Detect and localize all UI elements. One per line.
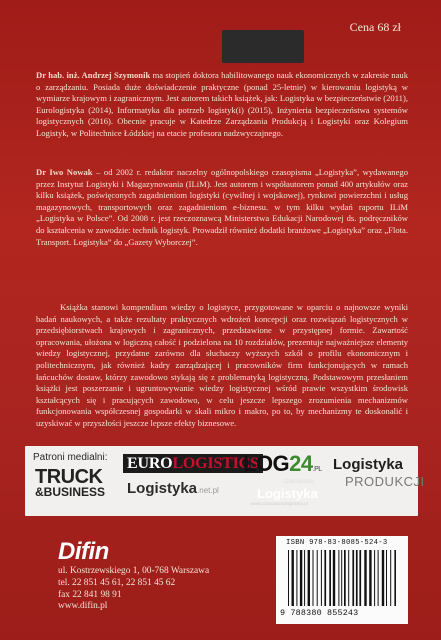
log24-logo bbox=[243, 451, 322, 477]
author-bio-text: – od 2002 r. redaktor naczelny ogólnopolskiego czasopisma „Logistyka”, wydawanego przez Instytut Logistyki i Magazynowania (ILiM). Jest autorem i współautorem ponad 400 artykułów oraz kilku książek, poświęconych zagadnieniom logistyki (cywilnej i wojskowej), rynkowi powierzchni i usług magazynowych, transportowych oraz zagadnieniom e-biznesu. w tym kilku wydań raportu ILiM „Logistyka w Polsce”. Od 2008 r. jest rzeczoznawcą Ministerstwa Edukacji Narodowej ds. podręczników do kształcenia w zawodzie: technik logistyk. Prowadził również dodatki branżowe „Logistyka” oraz „Flota. Transport. Logistyka” do „Gazety Wyborczej”. bbox=[36, 167, 409, 247]
author-bio-nowak bbox=[36, 167, 408, 248]
publisher-website: www.difin.pl bbox=[58, 601, 108, 612]
eurologistics-logo bbox=[123, 454, 263, 473]
book-description: Książka stanowi kompendium wiedzy o logistyce, przygotowane w oparciu o najnowsze wyniki badań naukowych, a także rezultaty praktycznych wdrożeń koncepcji oraz rozwiązań logistycznych w przedsiębiorstwach krajowych i zagranicznych, przedstawione w przystępnej formie. Zawartość opracowania, ułożona w logiczną całość i podzielona na 10 rozdziałów, prezentuje najważniejsze elementy wiedzy logistycznej, przydatne zarówno dla słuchaczy wyższych szkół o profilu ekonomicznym i politechnicznym, jak również kadry zarządzającej i pracowników firm funkcjonujących w ramach łańcuchów dostaw, którzy zawodowo stykają się z problematyką logistyczną. Podstawowym przesłaniem książki jest poszerzanie i ugruntowywanie wiedzy logistycznej wśród prawie wszystkim środowisk kształcących się i pracujących zawodowo, w celu jeszcze lepszego zrozumienia mechanizmów funkcjonowania współczesnej gospodarki w skali mikro i makro, po to, by mechanizmy te doskonalić i uzyskiwać w przyszłości jeszcze lepsze efekty biznesowe. bbox=[36, 302, 408, 428]
barcode-digits: 9 788380 855243 bbox=[280, 608, 359, 618]
truck-business-logo-subtitle: &BUSINESS bbox=[35, 485, 106, 499]
logistyka-net-logo bbox=[127, 480, 219, 497]
log24-logo-number: 24 bbox=[289, 451, 313, 476]
price-label: Cena 68 zł bbox=[349, 20, 401, 34]
czasopismo-logistyka-logo-url: www.czasopismologistyka.pl bbox=[251, 501, 308, 506]
czasopismo-logistyka-logo-top: czasopismo bbox=[283, 479, 315, 485]
czasopismo-logistyka-logo-name: Logistyka bbox=[257, 486, 318, 501]
czasopismo-logistyka-logo bbox=[222, 30, 304, 63]
logistyka-net-logo-domain: .net.pl bbox=[197, 486, 219, 495]
barcode-bars bbox=[288, 550, 396, 606]
publisher-address: ul. Kostrzewskiego 1, 00-768 Warszawa bbox=[58, 566, 210, 576]
author-bio-text: ma stopień doktora habilitowanego nauk ekonomicznych w zakresie nauk o zarządzaniu. Posiada duże doświadczenie praktyczne (ponad 25-letnie) w kierowaniu logistyką w wymiarze krajowym i zagranicznym. Jest autorem takich książek, jak: Logistyka w bezpieczeństwie (2011), Eurologistyka (2014), Informatyka dla potrzeb logistyk(i) (2015), Inżynieria bezpieczeństwa systemów logistycznych (2016). Obecnie pracuje w Katedrze Zarządzania Produkcją i Logistyki oraz Kolegium Logistyk, w Politechnice Łódzkiej na etacie profesora nadzwyczajnego. bbox=[36, 70, 408, 138]
publisher-fax: fax 22 841 98 91 bbox=[58, 589, 122, 600]
eurologistics-logo-part2: LOGISTICS bbox=[172, 455, 259, 472]
author-name-szymonik: Dr hab. inż. Andrzej Szymonik bbox=[36, 70, 151, 80]
log24-logo-domain: .PL bbox=[312, 466, 322, 473]
publisher-address-block bbox=[58, 566, 209, 613]
author-name-nowak: Dr Iwo Nowak bbox=[36, 167, 93, 177]
log24-logo-part1: LOG bbox=[243, 451, 290, 476]
media-patrons-panel bbox=[25, 446, 425, 516]
logistyka-produkcji-logo-subtitle: PRODUKCJI bbox=[345, 474, 425, 489]
isbn-label: ISBN 978-83-8085-524-3 bbox=[286, 539, 388, 547]
logistyka-net-logo-part1: Logistyka bbox=[127, 480, 198, 497]
eurologistics-logo-part1: EURO bbox=[127, 455, 173, 472]
publisher-phone: tel. 22 851 45 61, 22 851 45 62 bbox=[58, 577, 176, 588]
author-bio-szymonik bbox=[36, 70, 408, 140]
truck-business-logo: TRUCK bbox=[35, 466, 103, 488]
logistyka-produkcji-logo: Logistyka bbox=[333, 456, 404, 473]
isbn-barcode bbox=[276, 536, 408, 624]
media-patrons-label: Patroni medialni: bbox=[33, 452, 108, 463]
publisher-logo: Difin bbox=[58, 538, 109, 565]
